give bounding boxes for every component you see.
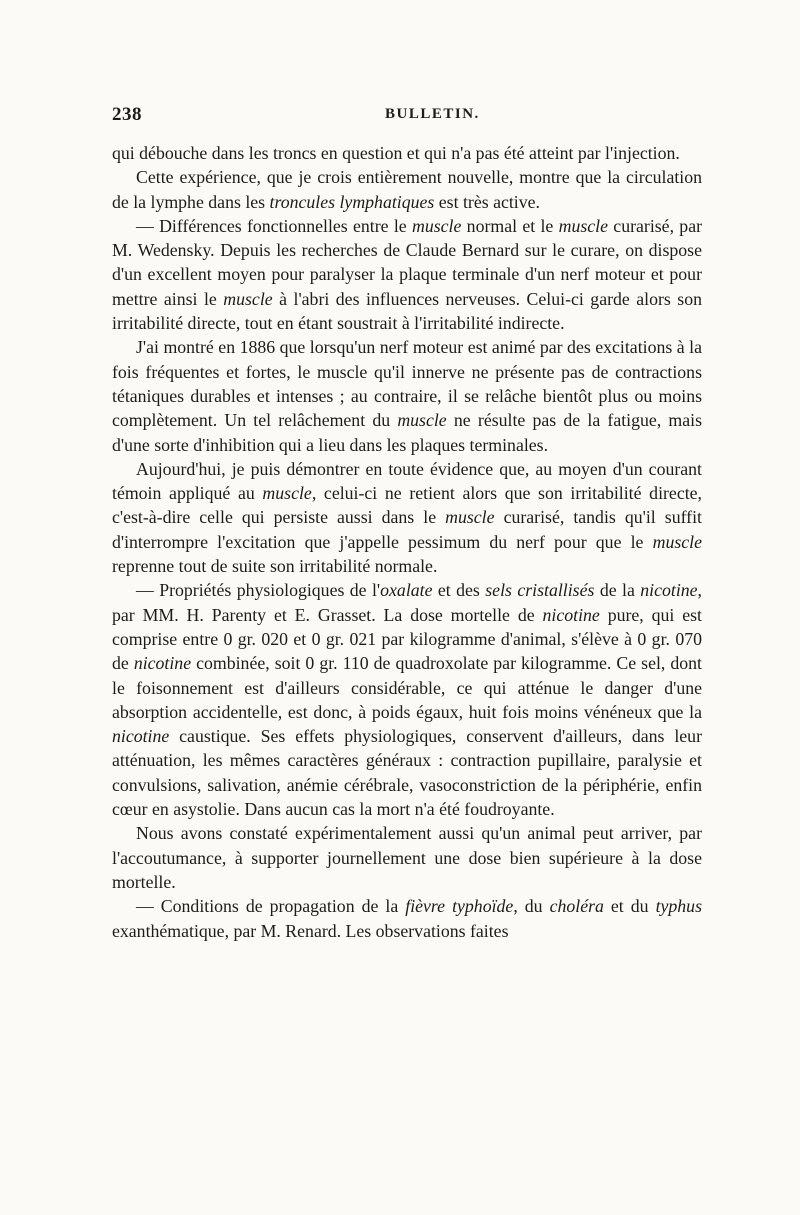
italic-run: muscle (652, 531, 702, 552)
text-run: — Conditions de propagation de la (136, 896, 406, 917)
text-run: , par MM. H. Parenty et E. Grasset. La dose mortelle de (112, 580, 702, 625)
italic-run: fièvre typhoïde (405, 896, 514, 917)
italic-run: muscle (223, 288, 273, 309)
paragraph (112, 335, 702, 456)
italic-run: typhus (655, 896, 702, 917)
page-header (112, 104, 702, 130)
paragraph (112, 141, 702, 165)
italic-run: muscle (445, 507, 495, 528)
text-run: ne résulte pas de la fatigue, mais d'une sorte d'inhibition qui a lieu dans les plaques terminales. (112, 410, 702, 455)
text-run: est très active. (434, 191, 540, 212)
text-run: de la (594, 580, 641, 601)
italic-run: muscle (397, 410, 447, 431)
paragraph (112, 894, 702, 943)
text-run: pure, qui est comprise entre 0 gr. 020 et 0 gr. 021 par kilogramme d'animal, s'élève à 0 gr. 070 de (112, 604, 702, 674)
text-run: — Propriétés physiologiques de l' (136, 580, 381, 601)
text-run: et du (603, 896, 656, 917)
paragraph (112, 578, 702, 821)
italic-run: nicotine (640, 580, 698, 601)
paragraph (112, 457, 702, 578)
italic-run: nicotine (133, 653, 192, 674)
italic-run: muscle (411, 215, 462, 236)
text-run: Aujourd'hui, je puis démontrer en toute évidence que, au moyen d'un courant témoin appliqué au (112, 458, 702, 504)
italic-run: oxalate (380, 580, 433, 601)
text-run: , celui-ci ne retient alors que son irritabilité directe, c'est-à-dire celle qui persiste aussi dans le (112, 483, 702, 528)
italic-run: sels cristallisés (485, 580, 595, 601)
text-run: — Différences fonctionnelles entre le (136, 215, 412, 236)
text-run: Nous avons constaté expérimentalement aussi qu'un animal peut arriver, par l'accoutumance, à supporter journellement une dose bien supérieure à la dose mortelle. (112, 823, 702, 892)
running-head: BULLETIN. (385, 106, 480, 122)
italic-run: choléra (549, 896, 604, 917)
body-text (112, 141, 702, 943)
text-run: J'ai montré en 1886 que lorsqu'un nerf moteur est animé par des excitations à la fois fréquentes et fortes, le muscle qu'il innerve ne présente pas de contractions tétaniques durables et intenses ; au contraire, il se relâche bientôt plus ou moins complètement. Un tel relâchement du (112, 337, 702, 431)
text-run: reprenne tout de suite son irritabilité normale. (112, 556, 438, 577)
text-run: caustique. Ses effets physiologiques, conservent d'ailleurs, dans leur atténuation, les mêmes caractères généraux : contraction pupillaire, paralysie et convulsions, salivation, anémie cérébrale, vasoconstriction de la périphérie, enfin cœur en asystolie. Dans aucun cas la mort n'a été foudroyante. (112, 726, 702, 820)
text-run: et des (432, 580, 486, 601)
page-number: 238 (112, 104, 142, 125)
text-run: curarisé, tandis qu'il suffit d'interrompre l'excitation que j'appelle pessimum du nerf pour que le (112, 507, 702, 552)
italic-run: nicotine (112, 726, 170, 747)
text-run: Cette expérience, que je crois entièrement nouvelle, montre que la circulation de la lymphe dans les (112, 167, 702, 212)
text-run: qui débouche dans les troncs en question et qui n'a pas été atteint par l'injection. (112, 143, 680, 163)
text-run: à l'abri des influences nerveuses. Celui-ci garde alors son irritabilité directe, tout en étant soustrait à l'irritabilité indirecte. (112, 288, 703, 334)
italic-run: muscle (558, 215, 608, 236)
paragraph (112, 214, 702, 335)
italic-run: nicotine (542, 604, 600, 625)
italic-run: troncules lymphatiques (269, 191, 435, 212)
text-run: exanthématique, par M. Renard. Les observations faites (112, 920, 509, 941)
text-run: , du (513, 896, 550, 917)
paragraph (112, 821, 702, 894)
text-run: normal et le (461, 215, 559, 236)
text-run: combinée, soit 0 gr. 110 de quadroxolate par kilogramme. Ce sel, dont le foisonnement est d'ailleurs considérable, ce qui atténue le danger d'une absorption accidentelle, est donc, à poids égaux, huit fois moins vénéneux que la (112, 653, 703, 722)
text-run: curarisé, par M. Wedensky. Depuis les recherches de Claude Bernard sur le curare, on dispose d'un excellent moyen pour paralyser la plaque terminale d'un nerf moteur et pour mettre ainsi le (112, 215, 703, 309)
italic-run: muscle (262, 483, 312, 504)
paragraph (112, 165, 702, 214)
